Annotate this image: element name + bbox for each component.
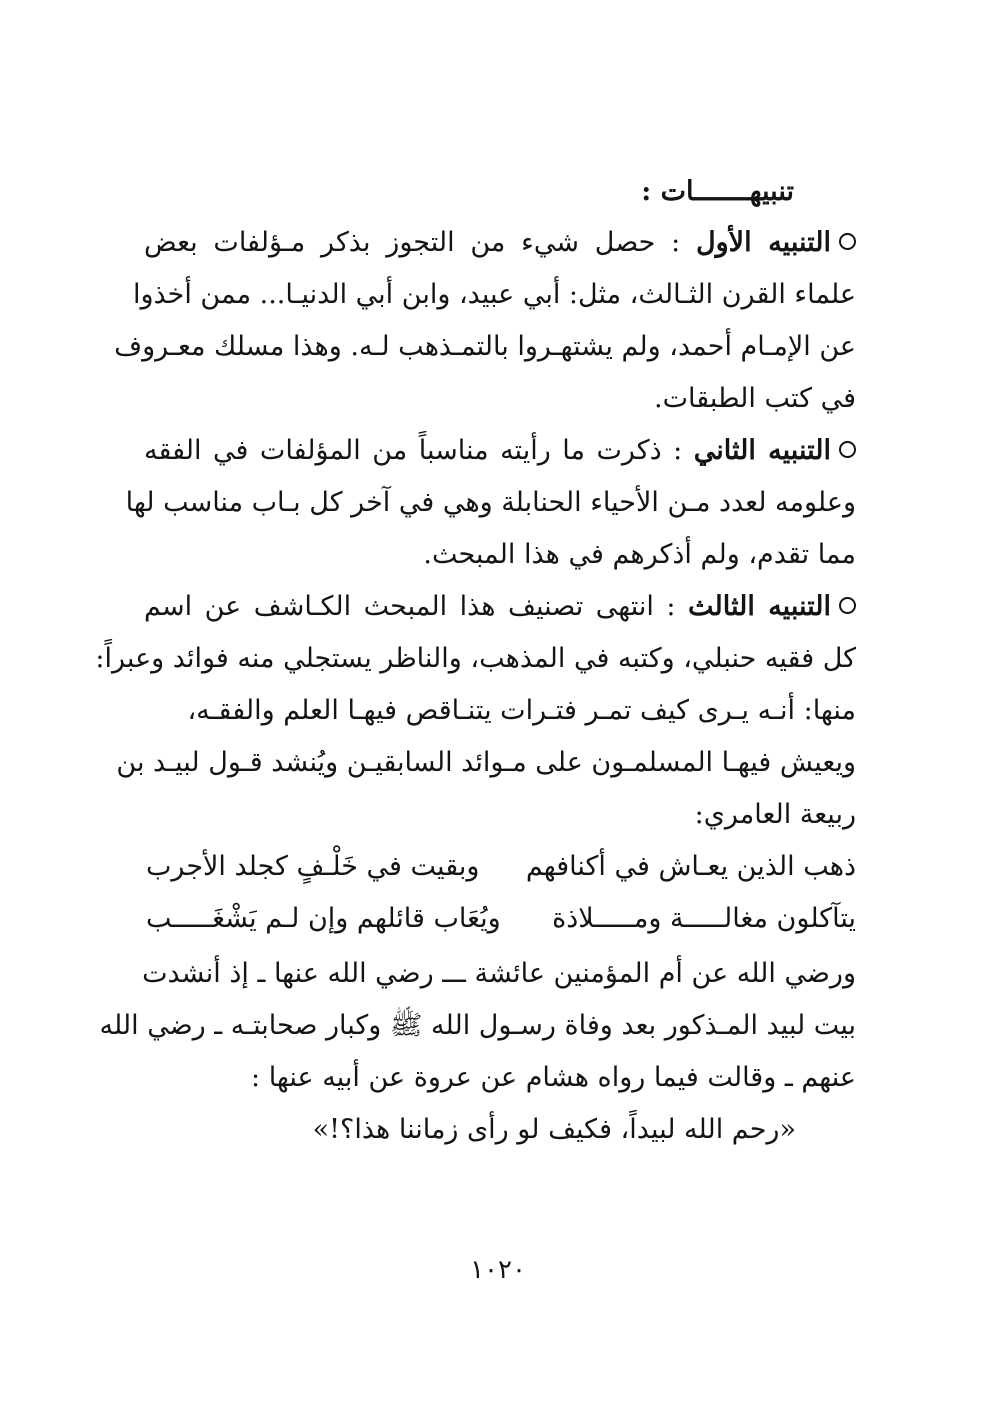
- section-heading: تنبيهـــــــات :: [641, 176, 794, 207]
- notice-1-text: : حصل شيء من التجوز بذكر مـؤلفات بعض: [144, 227, 681, 258]
- notice-2-line-3: مما تقدم، ولم أذكرهم في هذا المبحث.: [423, 539, 856, 570]
- notice-2-line-1: [144, 425, 856, 477]
- notice-3-line-2: كل فقيه حنبلي، وكتبه في المذهب، والناظر يستجلي منه فوائد وعبراً:: [95, 643, 856, 674]
- notice-2-title: التنبيه الثاني: [693, 435, 831, 466]
- notice-2-text: : ذكرت ما رأيته مناسباً من المؤلفات في الفقه: [144, 435, 683, 466]
- poem-verse-1-first: ذهب الذين يعـاش في أكنافهم: [525, 851, 856, 882]
- notice-3-title: التنبيه الثالث: [688, 591, 831, 622]
- circle-bullet-icon: [839, 441, 856, 458]
- notice-2-line-2: وعلومه لعدد مـن الأحياء الحنابلة وهي في آخر كل بـاب مناسب لها: [125, 487, 856, 518]
- notice-3-line-1: [144, 581, 856, 633]
- paragraph-minha-line-3: ربيعة العامري:: [694, 799, 856, 830]
- circle-bullet-icon: [839, 233, 856, 250]
- poem-verse-1-second: وبقيت في خَلْـفٍ كجلد الأجرب: [146, 851, 480, 882]
- paragraph-aisha-line-3: عنهم ـ وقالت فيما رواه هشام عن عروة عن أبيه عنها :: [251, 1062, 856, 1093]
- notice-1-line-3: عن الإمـام أحمد، ولم يشتهـروا بالتمـذهب لـه. وهذا مسلك معـروف: [114, 331, 856, 362]
- notice-3-text: : انتهى تصنيف هذا المبحث الكـاشف عن اسم: [144, 591, 676, 622]
- poem-verse-2-first: يتآكلون مغالـــــة ومـــــلاذة: [552, 903, 856, 934]
- paragraph-minha-line-2: ويعيش فيهـا المسلمـون على مـوائد السابقيـن ويُنشد قـول لبيـد بن: [116, 747, 856, 778]
- notice-1-title: التنبيه الأول: [696, 227, 831, 258]
- page-number: ١٠٢٠: [470, 1255, 526, 1285]
- notice-1-line-1: [144, 217, 856, 269]
- paragraph-aisha-line-2: بيت لبيد المـذكور بعد وفاة رسـول الله ﷺ وكبار صحابتـه ـ رضي الله: [99, 1010, 856, 1041]
- aisha-quote: «رحم الله لبيداً، فكيف لو رأى زماننا هذا؟!»: [312, 1114, 796, 1145]
- poem-verse-2-second: ويُعَاب قائلهم وإن لـم يَشْغَـــــب: [146, 903, 501, 934]
- notice-1-line-2: علماء القرن الثـالث، مثل: أبي عبيد، وابن أبي الدنيـا... ممن أخذوا: [132, 279, 856, 310]
- notice-1-line-4: في كتب الطبقات.: [654, 383, 856, 414]
- circle-bullet-icon: [839, 597, 856, 614]
- paragraph-aisha-line-1: ورضي الله عن أم المؤمنين عائشة ـــ رضي الله عنها ـ إذ أنشدت: [142, 958, 856, 989]
- paragraph-minha-line-1: منها: أنـه يـرى كيف تمـر فتـرات يتنـاقص فيهـا العلم والفقـه،: [187, 695, 856, 726]
